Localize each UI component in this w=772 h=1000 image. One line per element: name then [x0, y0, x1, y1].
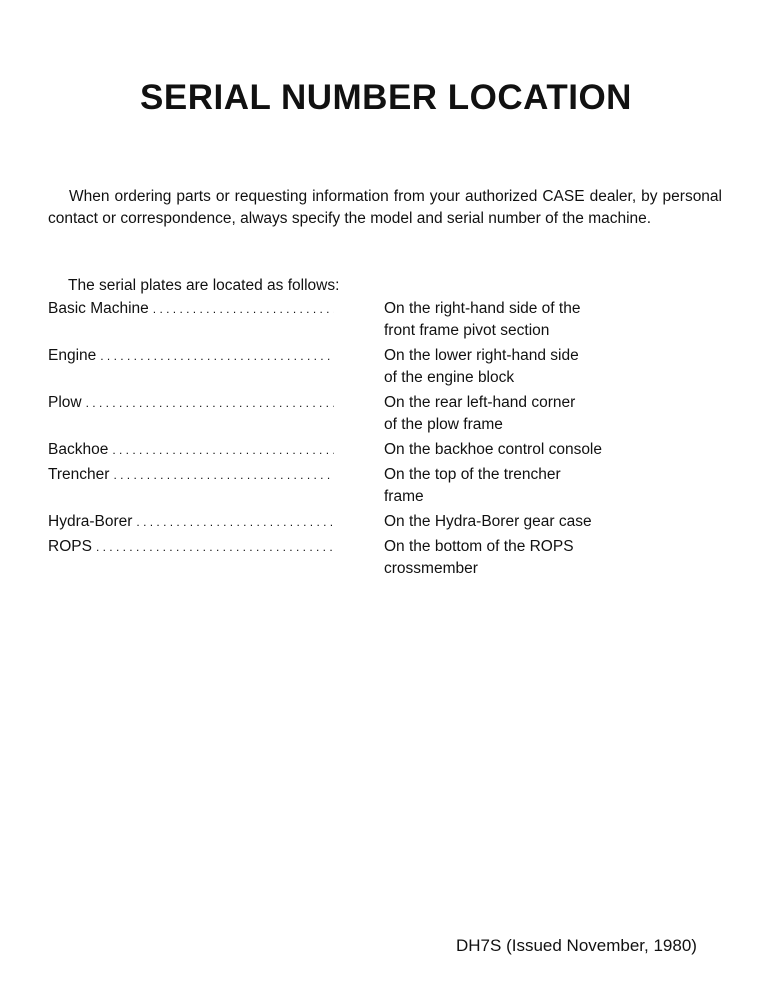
plates-intro-text: The serial plates are located as follows: — [68, 277, 340, 294]
location-description — [384, 392, 684, 436]
item-label: Backhoe — [48, 441, 109, 458]
list-item — [48, 511, 688, 533]
list-item — [48, 298, 688, 342]
list-item — [48, 439, 688, 461]
intro-paragraph: When ordering parts or requesting information from your authorized CASE dealer, by personal contact or correspondence, always specify the model and serial number of the machine. — [48, 188, 722, 227]
location-line: front frame pivot section — [384, 322, 550, 339]
item-label: Plow — [48, 394, 82, 411]
dot-leader — [113, 464, 334, 508]
page-title: SERIAL NUMBER LOCATION — [140, 78, 632, 117]
item-plow — [48, 392, 334, 436]
location-line: On the rear left-hand corner — [384, 394, 576, 411]
dot-leader — [136, 511, 334, 533]
location-line: of the engine block — [384, 369, 515, 386]
list-item — [48, 464, 688, 508]
item-trencher — [48, 464, 334, 508]
location-line: On the Hydra-Borer gear case — [384, 513, 592, 530]
item-label: Hydra-Borer — [48, 513, 133, 530]
location-line: On the top of the trencher — [384, 466, 561, 483]
location-line: of the plow frame — [384, 416, 503, 433]
location-description — [384, 511, 684, 533]
item-backhoe — [48, 439, 334, 461]
dot-leader — [153, 298, 334, 342]
location-line: On the bottom of the ROPS — [384, 538, 574, 555]
list-item — [48, 392, 688, 436]
dot-leader — [112, 439, 334, 461]
serial-plate-location-list — [48, 298, 688, 583]
document-id-footer: DH7S (Issued November, 1980) — [456, 936, 697, 955]
location-line: frame — [384, 488, 424, 505]
item-label: Basic Machine — [48, 300, 149, 317]
item-rops — [48, 536, 334, 580]
item-label: Trencher — [48, 466, 110, 483]
dot-leader — [100, 345, 334, 389]
location-line: On the lower right-hand side — [384, 347, 579, 364]
location-description — [384, 536, 684, 580]
item-engine — [48, 345, 334, 389]
dot-leader — [86, 392, 334, 436]
item-basic-machine — [48, 298, 334, 342]
item-label: Engine — [48, 347, 97, 364]
location-line: On the right-hand side of the — [384, 300, 581, 317]
list-item — [48, 345, 688, 389]
location-line: On the backhoe control console — [384, 441, 602, 458]
location-description — [384, 464, 684, 508]
list-item — [48, 536, 688, 580]
location-description — [384, 345, 684, 389]
dot-leader — [96, 536, 334, 580]
location-description — [384, 439, 684, 461]
item-hydra-borer — [48, 511, 334, 533]
location-description — [384, 298, 684, 342]
item-label: ROPS — [48, 538, 92, 555]
location-line: crossmember — [384, 560, 478, 577]
